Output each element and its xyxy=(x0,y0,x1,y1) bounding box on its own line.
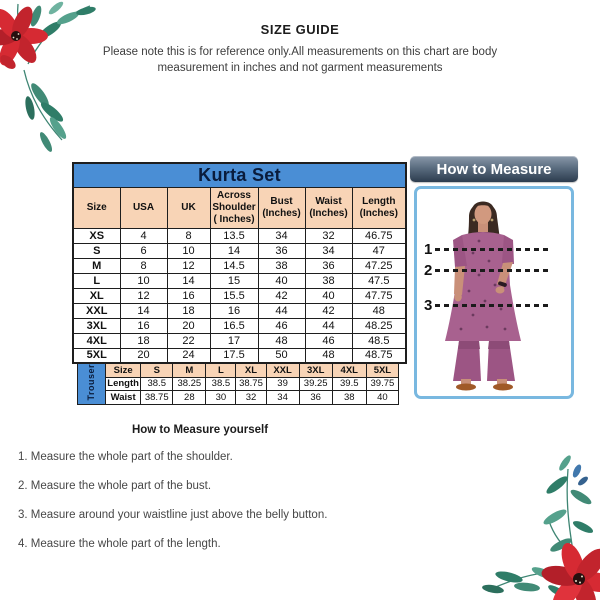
model-photo xyxy=(417,189,571,396)
value-cell: 32 xyxy=(305,228,352,243)
floral-decoration-bottom-right xyxy=(465,425,600,600)
kurta-title-row xyxy=(73,163,406,187)
value-cell: 18 xyxy=(167,303,210,318)
value-cell: 28 xyxy=(173,391,206,405)
table-row xyxy=(73,228,406,243)
value-cell: 14 xyxy=(120,303,167,318)
row-label-cell: L xyxy=(73,273,120,288)
instruction-step-3: 3. Measure around your waistline just above the belly button. xyxy=(18,509,328,521)
value-cell: 17 xyxy=(210,333,258,348)
trouser-header-5xl: 5XL xyxy=(366,364,398,378)
kurta-size-table-container xyxy=(72,162,406,364)
row-label-cell: 5XL xyxy=(73,348,120,363)
value-cell: 47.75 xyxy=(352,288,406,303)
value-cell: 46 xyxy=(258,318,305,333)
value-cell: 10 xyxy=(167,243,210,258)
marker-number-1: 1 xyxy=(424,240,433,258)
value-cell: 16.5 xyxy=(210,318,258,333)
row-label-cell: S xyxy=(73,243,120,258)
trouser-side-label: Trouser xyxy=(86,364,97,401)
instruction-step-2: 2. Measure the whole part of the bust. xyxy=(18,480,212,492)
instruction-step-1: 1. Measure the whole part of the shoulder. xyxy=(18,451,233,463)
value-cell: 38 xyxy=(332,391,366,405)
instruction-step-4: 4. Measure the whole part of the length. xyxy=(18,538,221,550)
value-cell: 24 xyxy=(167,348,210,363)
header-cell-usa: USA xyxy=(120,187,167,228)
table-row xyxy=(73,273,406,288)
row-label-cell: 4XL xyxy=(73,333,120,348)
kurta-header-row xyxy=(73,187,406,228)
value-cell: 18 xyxy=(120,333,167,348)
row-label-cell: 3XL xyxy=(73,318,120,333)
table-row xyxy=(78,377,399,391)
how-to-measure-image-panel xyxy=(414,186,574,399)
value-cell: 48 xyxy=(352,303,406,318)
value-cell: 42 xyxy=(305,303,352,318)
value-cell: 42 xyxy=(258,288,305,303)
table-row xyxy=(73,258,406,273)
marker-number-2: 2 xyxy=(424,261,433,279)
value-cell: 20 xyxy=(167,318,210,333)
header-cell-size: Size xyxy=(73,187,120,228)
value-cell: 14 xyxy=(167,273,210,288)
header-cell-length: Length (Inches) xyxy=(352,187,406,228)
value-cell: 36 xyxy=(305,258,352,273)
value-cell: 47.25 xyxy=(352,258,406,273)
instructions-heading: How to Measure yourself xyxy=(131,424,269,436)
value-cell: 13.5 xyxy=(210,228,258,243)
value-cell: 46 xyxy=(305,333,352,348)
row-label-cell: M xyxy=(73,258,120,273)
table-row xyxy=(73,318,406,333)
value-cell: 38.75 xyxy=(141,391,173,405)
value-cell: 39.25 xyxy=(299,377,332,391)
value-cell: 46.75 xyxy=(352,228,406,243)
kurta-size-table xyxy=(72,162,407,364)
row-label-cell: Length xyxy=(107,378,139,390)
page-note-line2: measurement in inches and not garment measurements xyxy=(157,62,443,74)
trouser-side-label-cell xyxy=(78,364,106,405)
value-cell: 39 xyxy=(266,377,299,391)
trouser-header-s: S xyxy=(141,364,173,378)
value-cell: 40 xyxy=(366,391,398,405)
value-cell: 36 xyxy=(258,243,305,258)
dashed-line-2 xyxy=(435,269,552,272)
table-row xyxy=(73,288,406,303)
measure-marker-waist xyxy=(424,296,552,314)
value-cell: 16 xyxy=(167,288,210,303)
row-label-cell: XS xyxy=(73,228,120,243)
kurta-table-body xyxy=(73,228,406,363)
trouser-header-xxl: XXL xyxy=(266,364,299,378)
row-label-cell: Waist xyxy=(106,391,141,405)
dashed-line-1 xyxy=(435,248,552,251)
how-to-measure-header: How to Measure xyxy=(410,156,578,182)
value-cell: 4 xyxy=(120,228,167,243)
value-cell: 39.5 xyxy=(332,377,366,391)
value-cell: 17.5 xyxy=(210,348,258,363)
value-cell: 10 xyxy=(120,273,167,288)
value-cell: 38 xyxy=(258,258,305,273)
value-cell: 40 xyxy=(305,288,352,303)
table-row xyxy=(73,348,406,363)
value-cell: 34 xyxy=(305,243,352,258)
table-row xyxy=(73,333,406,348)
value-cell: 39.75 xyxy=(366,377,398,391)
trouser-header-xl: XL xyxy=(236,364,266,378)
value-cell: 38.25 xyxy=(173,377,206,391)
value-cell: 38.5 xyxy=(141,377,173,391)
value-cell: 38 xyxy=(305,273,352,288)
value-cell: 15.5 xyxy=(210,288,258,303)
value-cell: 48.75 xyxy=(352,348,406,363)
row-label-cell: XL xyxy=(73,288,120,303)
dashed-line-3 xyxy=(435,304,552,307)
trouser-size-table xyxy=(77,363,399,405)
value-cell: 38.75 xyxy=(236,377,266,391)
red-flower-bottom-right xyxy=(540,540,600,600)
instructions-list xyxy=(18,451,438,567)
value-cell: 47 xyxy=(352,243,406,258)
page-note xyxy=(60,44,540,76)
header-cell-waist: Waist (Inches) xyxy=(305,187,352,228)
trouser-header-m: M xyxy=(173,364,206,378)
trouser-header-3xl: 3XL xyxy=(299,364,332,378)
value-cell: 48.5 xyxy=(352,333,406,348)
value-cell: 50 xyxy=(258,348,305,363)
value-cell: 48.25 xyxy=(352,318,406,333)
value-cell: 16 xyxy=(120,318,167,333)
value-cell: 36 xyxy=(299,391,332,405)
trouser-header-size: Size xyxy=(106,364,141,378)
value-cell: 16 xyxy=(210,303,258,318)
value-cell: 20 xyxy=(120,348,167,363)
value-cell: 22 xyxy=(167,333,210,348)
kurta-table-title: Kurta Set xyxy=(73,163,406,187)
value-cell: 30 xyxy=(206,391,236,405)
value-cell: 47.5 xyxy=(352,273,406,288)
value-cell: 12 xyxy=(167,258,210,273)
value-cell: 6 xyxy=(120,243,167,258)
value-cell: 40 xyxy=(258,273,305,288)
value-cell: 14 xyxy=(210,243,258,258)
value-cell: 34 xyxy=(258,228,305,243)
value-cell: 8 xyxy=(167,228,210,243)
value-cell: 34 xyxy=(266,391,299,405)
header-cell-bust: Bust (Inches) xyxy=(258,187,305,228)
value-cell: 48 xyxy=(258,333,305,348)
page-note-line1: Please note this is for reference only.All measurements on this chart are body xyxy=(102,46,498,58)
measure-marker-shoulder xyxy=(424,240,552,258)
value-cell: 38.5 xyxy=(206,377,236,391)
trouser-header-row xyxy=(78,364,399,378)
value-cell: 48 xyxy=(305,348,352,363)
trouser-table-body xyxy=(78,364,399,405)
measure-marker-bust xyxy=(424,261,552,279)
trouser-size-table-container xyxy=(77,363,399,405)
value-cell: 8 xyxy=(120,258,167,273)
trouser-header-4xl: 4XL xyxy=(332,364,366,378)
value-cell: 32 xyxy=(236,391,266,405)
table-row xyxy=(78,391,399,405)
value-cell: 14.5 xyxy=(210,258,258,273)
table-row xyxy=(73,303,406,318)
trouser-header-l: L xyxy=(206,364,236,378)
value-cell: 15 xyxy=(210,273,258,288)
table-row xyxy=(73,243,406,258)
marker-number-3: 3 xyxy=(424,296,433,314)
value-cell: 44 xyxy=(305,318,352,333)
header-cell-uk: UK xyxy=(167,187,210,228)
row-label-cell: XXL xyxy=(73,303,120,318)
header-cell-across-shoulder: Across Shoulder ( Inches) xyxy=(210,187,258,228)
value-cell: 44 xyxy=(258,303,305,318)
page-title: SIZE GUIDE xyxy=(260,22,340,37)
leaves-bottom-right xyxy=(482,454,595,599)
value-cell: 12 xyxy=(120,288,167,303)
